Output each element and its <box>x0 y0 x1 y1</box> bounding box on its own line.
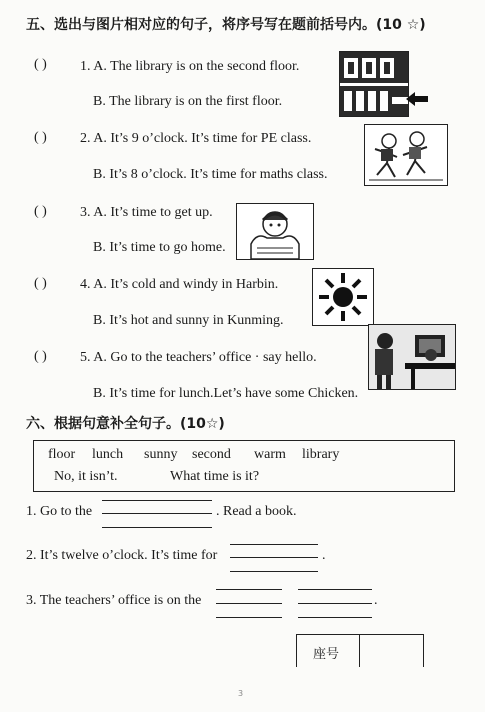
fill-blank-1-line-1[interactable] <box>102 500 212 501</box>
fill-blank-3a-line-3[interactable] <box>216 617 282 618</box>
q5-option-b: B. It’s time for lunch.Let’s have some Chicken. <box>93 386 359 401</box>
fill-blank-3b-line-1[interactable] <box>298 589 372 590</box>
q4-option-b: B. It’s hot and sunny in Kunming. <box>93 313 284 328</box>
word-sunny: sunny <box>144 447 178 462</box>
phrase-no-it-isnt: No, it isn’t. <box>54 469 118 484</box>
word-bank-box <box>33 440 455 492</box>
fill-item-1-before: 1. Go to the <box>26 504 93 519</box>
q1-option-a: 1. A. The library is on the second floor. <box>80 59 300 74</box>
teachers-office-image <box>368 324 456 390</box>
word-second: second <box>192 447 231 462</box>
seat-number-label: 座号 <box>313 647 340 662</box>
fill-item-2-before: 2. It’s twelve o’clock. It’s time for <box>26 548 218 563</box>
answer-bracket-5[interactable]: ( ) <box>34 349 47 364</box>
section5-heading: 五、选出与图片相对应的句子，将序号写在题前括号内。(10 ☆) <box>26 17 426 33</box>
fill-item-2-after: . <box>322 548 326 563</box>
q4-option-a: 4. A. It’s cold and windy in Harbin. <box>80 277 279 292</box>
word-warm: warm <box>254 447 286 462</box>
fill-item-1-after: . Read a book. <box>216 504 297 519</box>
building-floors-image <box>339 51 409 117</box>
seat-number-divider <box>359 635 360 667</box>
q3-option-b: B. It’s time to go home. <box>93 240 226 255</box>
answer-bracket-2[interactable]: ( ) <box>34 130 47 145</box>
answer-bracket-3[interactable]: ( ) <box>34 204 47 219</box>
fill-blank-1-line-3[interactable] <box>102 527 212 528</box>
boy-waking-up-image <box>236 203 314 260</box>
phrase-what-time-is-it: What time is it? <box>170 469 260 484</box>
fill-blank-2-line-3[interactable] <box>230 571 318 572</box>
q3-option-a: 3. A. It’s time to get up. <box>80 205 213 220</box>
fill-item-3-after: . <box>374 593 378 608</box>
q2-option-a: 2. A. It’s 9 o’clock. It’s time for PE class. <box>80 131 312 146</box>
word-library: library <box>302 447 340 462</box>
answer-bracket-1[interactable]: ( ) <box>34 57 47 72</box>
fill-blank-1-line-2[interactable] <box>102 513 212 514</box>
kids-running-image <box>364 124 448 186</box>
page-number: 3 <box>238 689 244 698</box>
word-lunch: lunch <box>92 447 124 462</box>
fill-item-3-before: 3. The teachers’ office is on the <box>26 593 202 608</box>
word-floor: floor <box>48 447 76 462</box>
q2-option-b: B. It’s 8 o’clock. It’s time for maths class. <box>93 167 328 182</box>
fill-blank-3a-line-2[interactable] <box>216 603 282 604</box>
answer-bracket-4[interactable]: ( ) <box>34 276 47 291</box>
section6-heading: 六、根据句意补全句子。(10☆) <box>26 416 225 432</box>
fill-blank-2-line-2[interactable] <box>230 557 318 558</box>
fill-blank-3b-line-2[interactable] <box>298 603 372 604</box>
q1-option-b: B. The library is on the first floor. <box>93 94 283 109</box>
arrow-pointer-icon <box>406 92 428 111</box>
sun-image <box>312 268 374 326</box>
seat-number-box <box>296 634 424 667</box>
fill-blank-2-line-1[interactable] <box>230 544 318 545</box>
fill-blank-3a-line-1[interactable] <box>216 589 282 590</box>
fill-blank-3b-line-3[interactable] <box>298 617 372 618</box>
q5-option-a: 5. A. Go to the teachers’ office · say hello. <box>80 350 317 365</box>
